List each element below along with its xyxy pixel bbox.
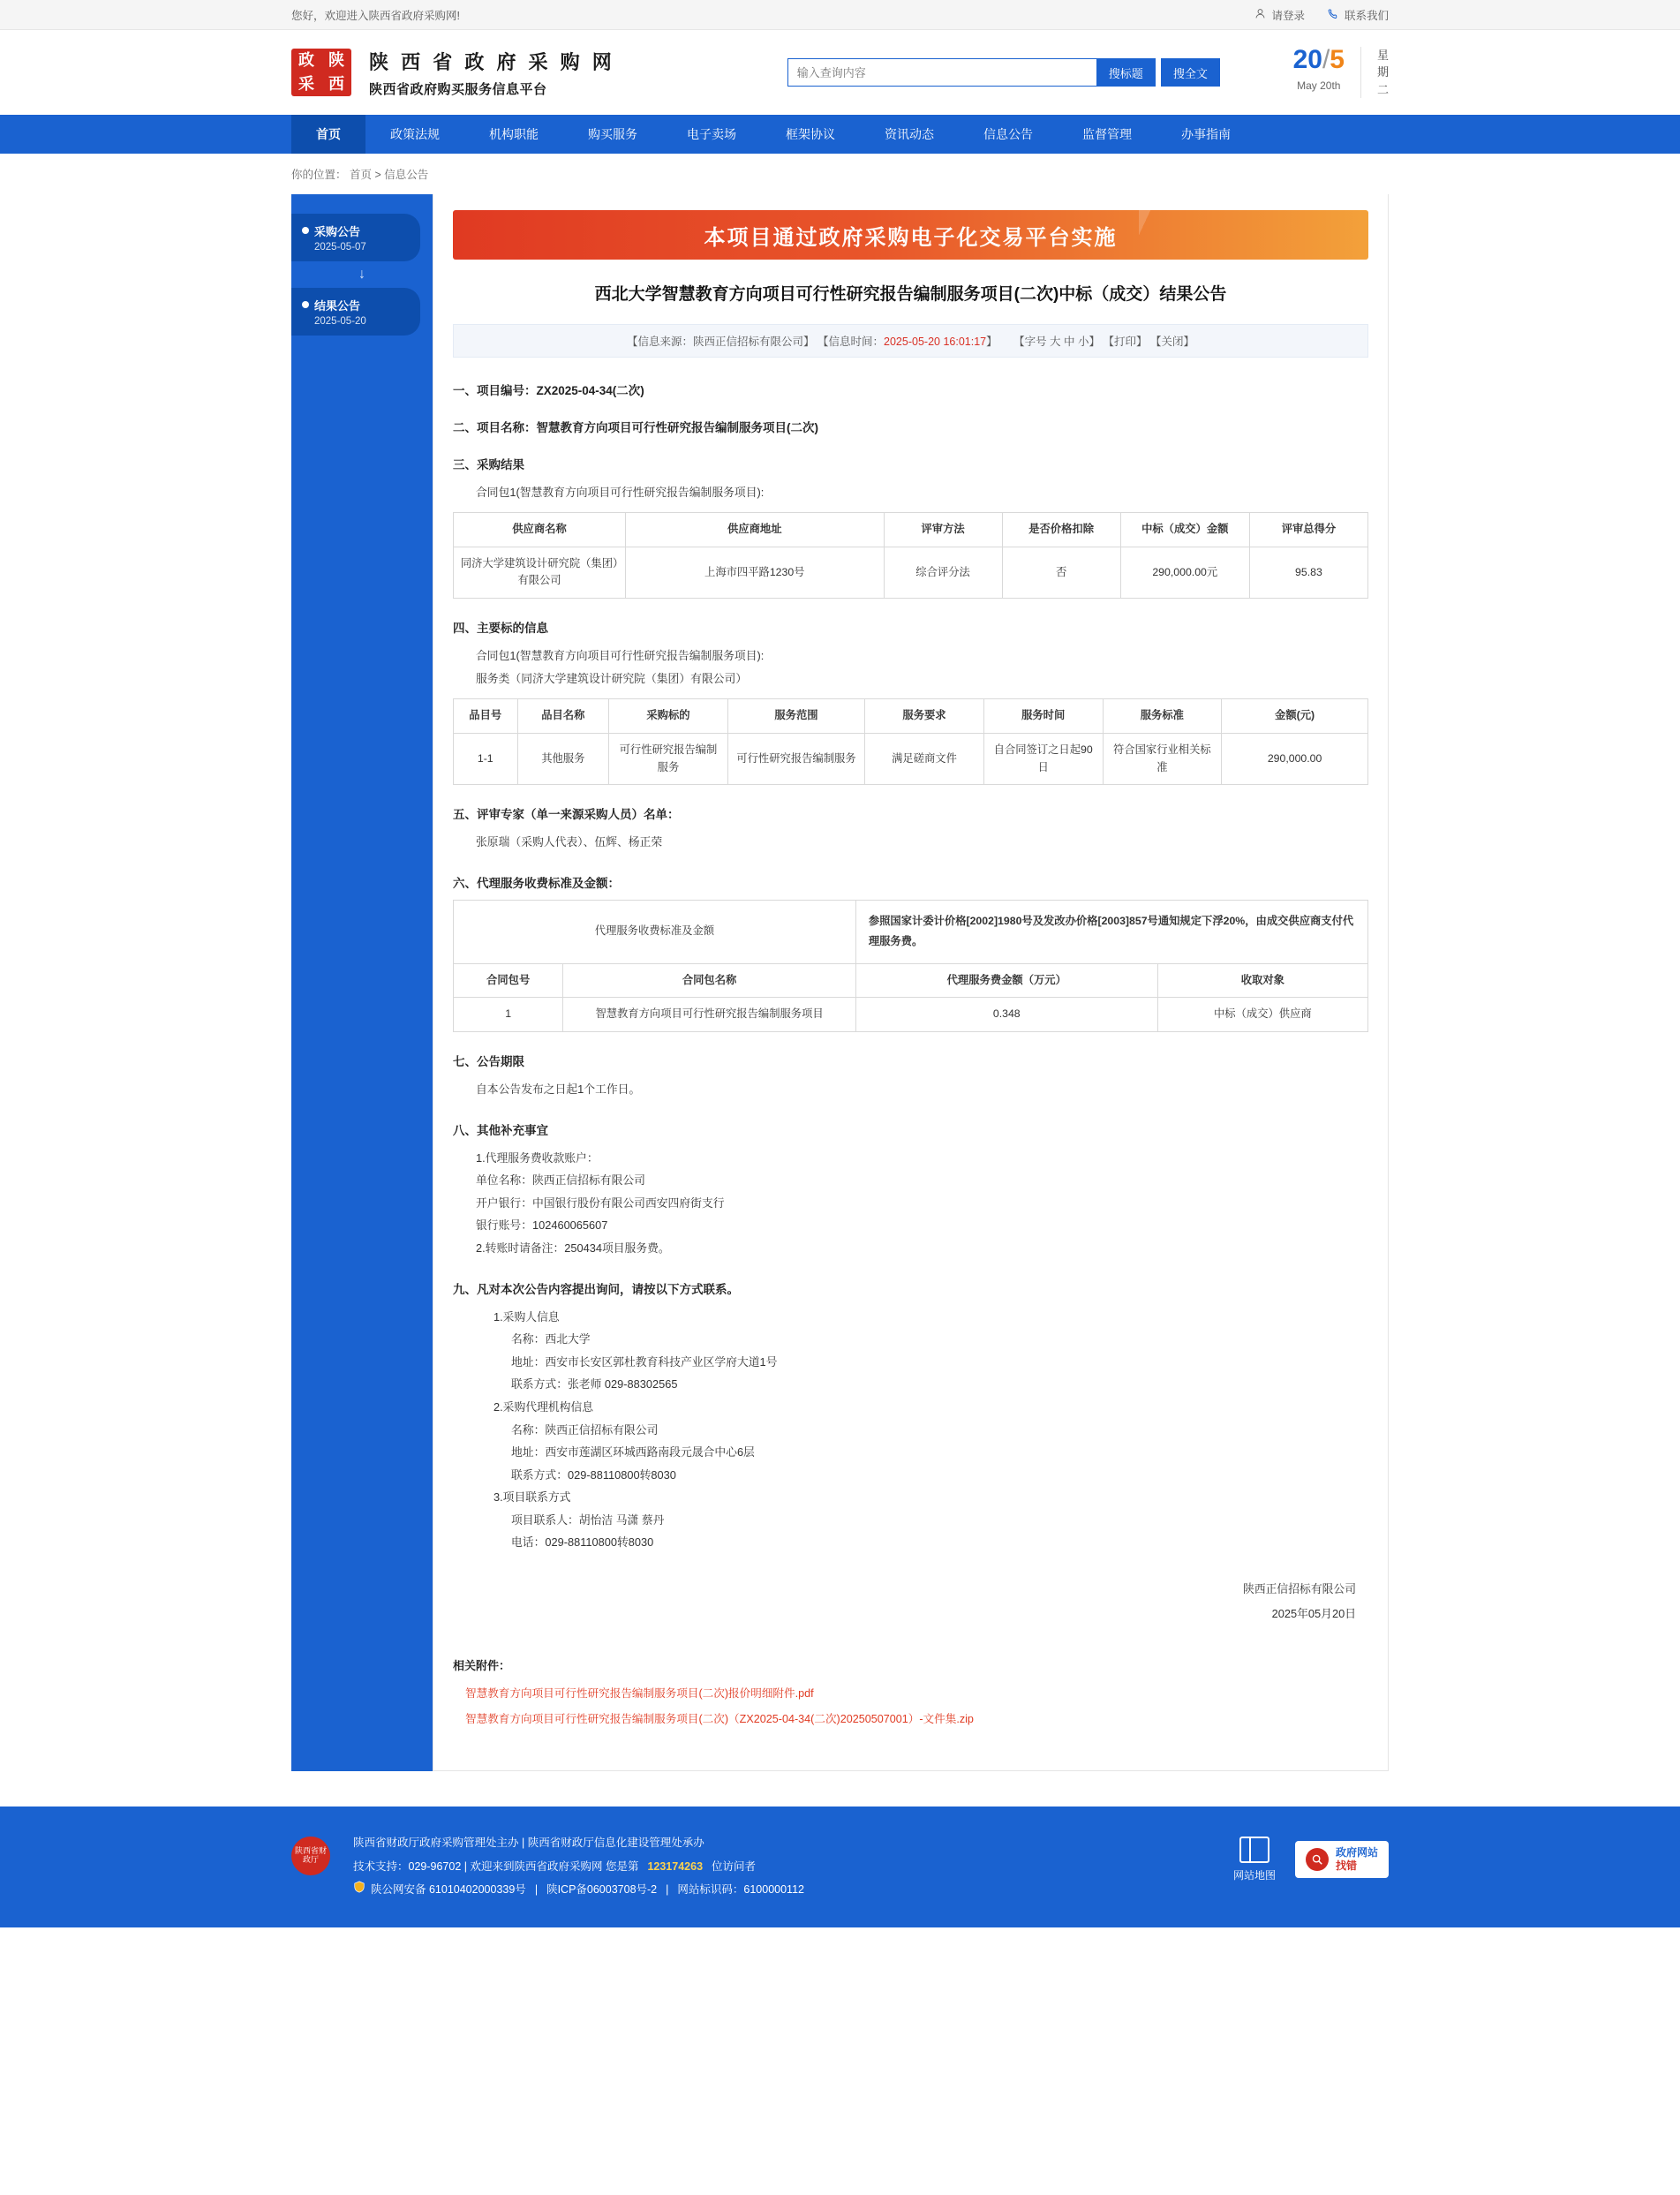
close-button[interactable]: 【关闭】 [1149,335,1194,348]
site-name-block [369,48,615,98]
logo-char-4: 西 [328,75,344,93]
date-sub: May 20th [1297,79,1341,92]
col-item-no: 品目号 [454,699,518,734]
magnifier-icon [1306,1848,1329,1871]
page-title: 西北大学智慧教育方向项目可行性研究报告编制服务项目(二次)中标（成交）结果公告 [594,285,1227,304]
police-beian-text: 陕公网安备 61010402000339号 [371,1882,526,1896]
document-meta [453,324,1368,358]
table-header-row [454,963,1368,998]
cell-price-deduction: 否 [1002,547,1120,598]
target-table [453,698,1368,785]
weekday-line-2: 期 [1376,65,1389,79]
agency-fee-table [453,900,1368,1032]
date-day: 20 [1292,44,1322,74]
attachment-link-zip[interactable]: 智慧教育方向项目可行性研究报告编制服务项目(二次)（ZX2025-04-34(二次)20250507001）-文件集.zip [465,1713,974,1726]
greeting-text: 您好，欢迎进入陕西省政府采购网! [291,9,460,22]
section-8-line-5: 2.转账时请备注：250434项目服务费。 [476,1241,670,1255]
col-package-name: 合同包名称 [563,963,856,998]
print-button[interactable]: 【打印】 [1103,335,1148,348]
col-fee-payer: 收取对象 [1157,963,1367,998]
nav-item-policy[interactable]: 政策法规 [390,127,440,141]
section-8-line-4: 银行账号：102460065607 [476,1218,608,1233]
date-month: 5 [1330,44,1345,74]
col-supplier-name: 供应商名称 [454,513,626,547]
sidebar-item-purchase-announcement[interactable] [291,214,420,261]
agency-address: 地址：西安市莲湖区环城西路南段元晟合中心6层 [511,1445,755,1460]
sidebar-item-result-announcement[interactable] [291,288,420,336]
col-procurement-target: 采购标的 [609,699,728,734]
cell-fee-amount: 0.348 [855,998,1157,1032]
col-fee-amount: 代理服务费金额（万元） [855,963,1157,998]
bullet-icon [302,227,309,234]
sidebar-item-date: 2025-05-07 [314,242,366,253]
nav-item-news[interactable]: 资讯动态 [885,127,934,141]
nav-item-announcements[interactable]: 信息公告 [983,127,1033,141]
section-8-line-2: 单位名称：陕西正信招标有限公司 [476,1173,645,1188]
col-supplier-address: 供应商地址 [626,513,885,547]
attachment-link-pdf[interactable]: 智慧教育方向项目可行性研究报告编制服务项目(二次)报价明细附件.pdf [465,1687,814,1701]
visitor-count: 123174263 [647,1859,704,1873]
section-7-body: 自本公告发布之日起1个工作日。 [476,1082,641,1096]
section-8-line-1: 1.代理服务费收款账户： [476,1150,599,1165]
meta-time-end: 】 [986,335,998,348]
sidebar-item-title: 采购公告 [314,225,361,238]
col-service-requirement: 服务要求 [865,699,984,734]
site-map-label: 网站地图 [1232,1869,1276,1882]
col-review-method: 评审方法 [884,513,1002,547]
gov-site-report-badge[interactable] [1295,1841,1389,1878]
site-map-button[interactable] [1233,1837,1276,1882]
purchaser-info-title: 1.采购人信息 [493,1309,560,1324]
project-contact-title: 3.项目联系方式 [493,1490,571,1505]
police-beian[interactable] [353,1878,526,1901]
attachments-list [453,1684,1368,1726]
page-body [0,194,1680,1771]
weekday-block [1360,47,1389,99]
purchaser-name: 名称：西北大学 [511,1332,591,1346]
meta-time-value: 2025-05-20 16:01:17 [884,335,987,348]
breadcrumb-sep: > [374,169,381,181]
user-icon [1254,8,1266,22]
nav-item-purchase-service[interactable]: 购买服务 [588,127,637,141]
nav-item-supervision[interactable]: 监督管理 [1082,127,1132,141]
cell-package-no: 1 [454,998,563,1032]
arrow-down-icon: ↓ [358,267,365,282]
section-4-subtext-1: 合同包1(智慧教育方向项目可行性研究报告编制服务项目): [476,649,765,663]
col-package-no: 合同包号 [454,963,563,998]
col-award-amount: 中标（成交）金额 [1120,513,1249,547]
cell-service-scope: 可行性研究报告编制服务 [727,733,864,784]
cell-supplier-name: 同济大学建筑设计研究院（集团）有限公司 [454,547,626,598]
search-fulltext-button[interactable]: 搜全文 [1161,58,1220,87]
sep-2: | [666,1882,669,1896]
meta-source-value: 陕西正信招标有限公司 [693,335,804,348]
bullet-icon [302,301,309,308]
weekday-line-1: 星 [1376,48,1389,62]
purchaser-contact: 联系方式：张老师 029-88302565 [511,1377,678,1392]
nav-item-emarket[interactable]: 电子卖场 [687,127,736,141]
project-contact-phone: 电话：029-88110800转8030 [511,1535,654,1550]
nav-item-framework[interactable]: 框架协议 [786,127,835,141]
cell-fee-payer: 中标（成交）供应商 [1157,998,1367,1032]
cell-amount: 290,000.00 [1222,733,1368,784]
logo-char-1: 政 [298,51,314,69]
site-identifier: 网站标识码：6100000112 [677,1882,804,1896]
search-title-button[interactable]: 搜标题 [1096,58,1156,87]
meta-source-label: 【信息来源： [626,335,693,348]
cell-service-time: 自合同签订之日起90日 [983,733,1103,784]
section-7-heading: 七、公告期限 [453,1054,524,1068]
contact-label: 联系我们 [1344,9,1389,22]
signature-block [453,1577,1368,1626]
cell-procurement-target: 可行性研究报告编制服务 [609,733,728,784]
section-4-subtext-2: 服务类（同济大学建筑设计研究院（集团）有限公司） [476,671,748,685]
site-logo[interactable] [291,49,351,96]
fee-standard-note: 参照国家计委计价格[2002]1980号及发改办价格[2003]857号通知规定下浮20%，由成交供应商支付代理服务费。 [855,900,1367,963]
cell-item-name: 其他服务 [517,733,609,784]
footer-right-block [1233,1837,1389,1882]
footer-text-block [353,1831,1210,1901]
sidebar [291,194,433,1771]
section-6-heading: 六、代理服务收费标准及金额： [453,876,620,890]
table-row [454,733,1368,784]
breadcrumb [0,154,1680,194]
meta-time-label: 【信息时间： [817,335,885,348]
cell-item-no: 1-1 [454,733,518,784]
cell-package-name: 智慧教育方向项目可行性研究报告编制服务项目 [563,998,856,1032]
gov-badge-line-2: 找错 [1335,1859,1357,1873]
attachments-heading: 相关附件： [453,1659,511,1673]
site-footer [0,1807,1680,1927]
logo-char-3: 采 [298,75,314,93]
login-label: 请登录 [1271,9,1305,22]
gov-badge-line-1: 政府网站 [1335,1846,1378,1859]
government-seal-icon: 陕西省财政厅 [291,1837,330,1875]
site-header [0,30,1680,115]
cell-service-standard: 符合国家行业相关标准 [1103,733,1222,784]
section-8-line-3: 开户银行：中国银行股份有限公司西安四府街支行 [476,1196,725,1210]
site-name: 陕 西 省 政 府 采 购 网 [369,50,615,73]
breadcrumb-home[interactable]: 首页 [350,169,373,181]
cell-supplier-address: 上海市四平路1230号 [626,547,885,598]
col-service-standard: 服务标准 [1103,699,1222,734]
section-2-heading: 二、项目名称：智慧教育方向项目可行性研究报告编制服务项目(二次) [453,420,818,434]
section-3-subtext: 合同包1(智慧教育方向项目可行性研究报告编制服务项目): [476,485,765,499]
table-header-row [454,513,1368,547]
agency-info-title: 2.采购代理机构信息 [493,1399,594,1414]
fee-standard-label: 代理服务收费标准及金额 [454,900,856,963]
footer-support-tail: 位访问者 [712,1859,757,1873]
date-block: 20/5 May 20th 星 期 二 [1293,47,1389,99]
col-service-scope: 服务范围 [727,699,864,734]
col-item-name: 品目名称 [517,699,609,734]
result-table [453,512,1368,599]
breadcrumb-prefix: 你的位置： [291,169,347,181]
sep-1: | [534,1882,539,1896]
section-5-body: 张原瑞（采购人代表）、伍辉、杨正荣 [476,835,663,849]
breadcrumb-current: 信息公告 [384,169,429,181]
meta-source-end: 】 [803,335,815,348]
footer-org-line: 陕西省财政厅政府采购管理处主办 | 陕西省财政厅信息化建设管理处承办 [353,1837,704,1850]
police-badge-icon [353,1878,365,1901]
search-area [787,58,1220,87]
phone-icon [1328,8,1339,22]
section-4-heading: 四、主要标的信息 [453,622,548,636]
agency-contact: 联系方式：029-88110800转8030 [511,1467,676,1482]
sidebar-item-title: 结果公告 [314,299,361,313]
login-link[interactable] [1254,7,1305,23]
col-amount: 金额(元) [1222,699,1368,734]
cell-award-amount: 290,000.00元 [1120,547,1249,598]
logo-char-2: 陕 [328,51,344,69]
weekday-line-3: 二 [1376,82,1389,96]
main-nav [0,115,1680,154]
search-input[interactable] [787,58,1096,87]
table-row [454,900,1368,963]
cell-review-method: 综合评分法 [884,547,1002,598]
platform-banner: 本项目通过政府采购电子化交易平台实施 [453,210,1368,260]
font-size-control[interactable]: 【字号 大 中 小】 [1013,335,1100,348]
section-8-heading: 八、其他补充事宜 [453,1123,548,1137]
top-bar [0,0,1680,30]
col-price-deduction: 是否价格扣除 [1002,513,1120,547]
site-subtitle: 陕西省政府购买服务信息平台 [369,81,547,97]
nav-item-home[interactable]: 首页 [291,115,365,154]
cell-service-requirement: 满足磋商文件 [865,733,984,784]
nav-item-functions[interactable]: 机构职能 [489,127,539,141]
sidebar-item-date: 2025-05-20 [314,316,366,327]
nav-item-guide[interactable]: 办事指南 [1181,127,1231,141]
cell-total-score: 95.83 [1249,547,1367,598]
signature-date: 2025年05月20日 [1271,1607,1356,1621]
table-row [454,998,1368,1032]
table-row [454,547,1368,598]
section-1-heading: 一、项目编号：ZX2025-04-34(二次) [453,383,644,397]
footer-support-label: 技术支持：029-96702 | 欢迎来到陕西省政府采购网 您是第 [353,1859,639,1873]
agency-name: 名称：陕西正信招标有限公司 [511,1422,659,1437]
document-content [433,194,1389,1771]
col-total-score: 评审总得分 [1249,513,1367,547]
icp-beian[interactable]: 陕ICP备06003708号-2 [546,1882,658,1896]
purchaser-address: 地址：西安市长安区郭杜教育科技产业区学府大道1号 [511,1354,778,1369]
section-3-heading: 三、采购结果 [453,457,524,471]
section-9-heading: 九、凡对本次公告内容提出询问，请按以下方式联系。 [453,1282,739,1296]
map-icon [1239,1837,1269,1863]
section-5-heading: 五、评审专家（单一来源采购人员）名单： [453,808,680,822]
col-service-time: 服务时间 [983,699,1103,734]
table-header-row [454,699,1368,734]
contact-link[interactable] [1328,7,1389,23]
project-contact-person: 项目联系人：胡怡洁 马潇 蔡丹 [511,1512,665,1527]
signature-company: 陕西正信招标有限公司 [1243,1582,1356,1596]
